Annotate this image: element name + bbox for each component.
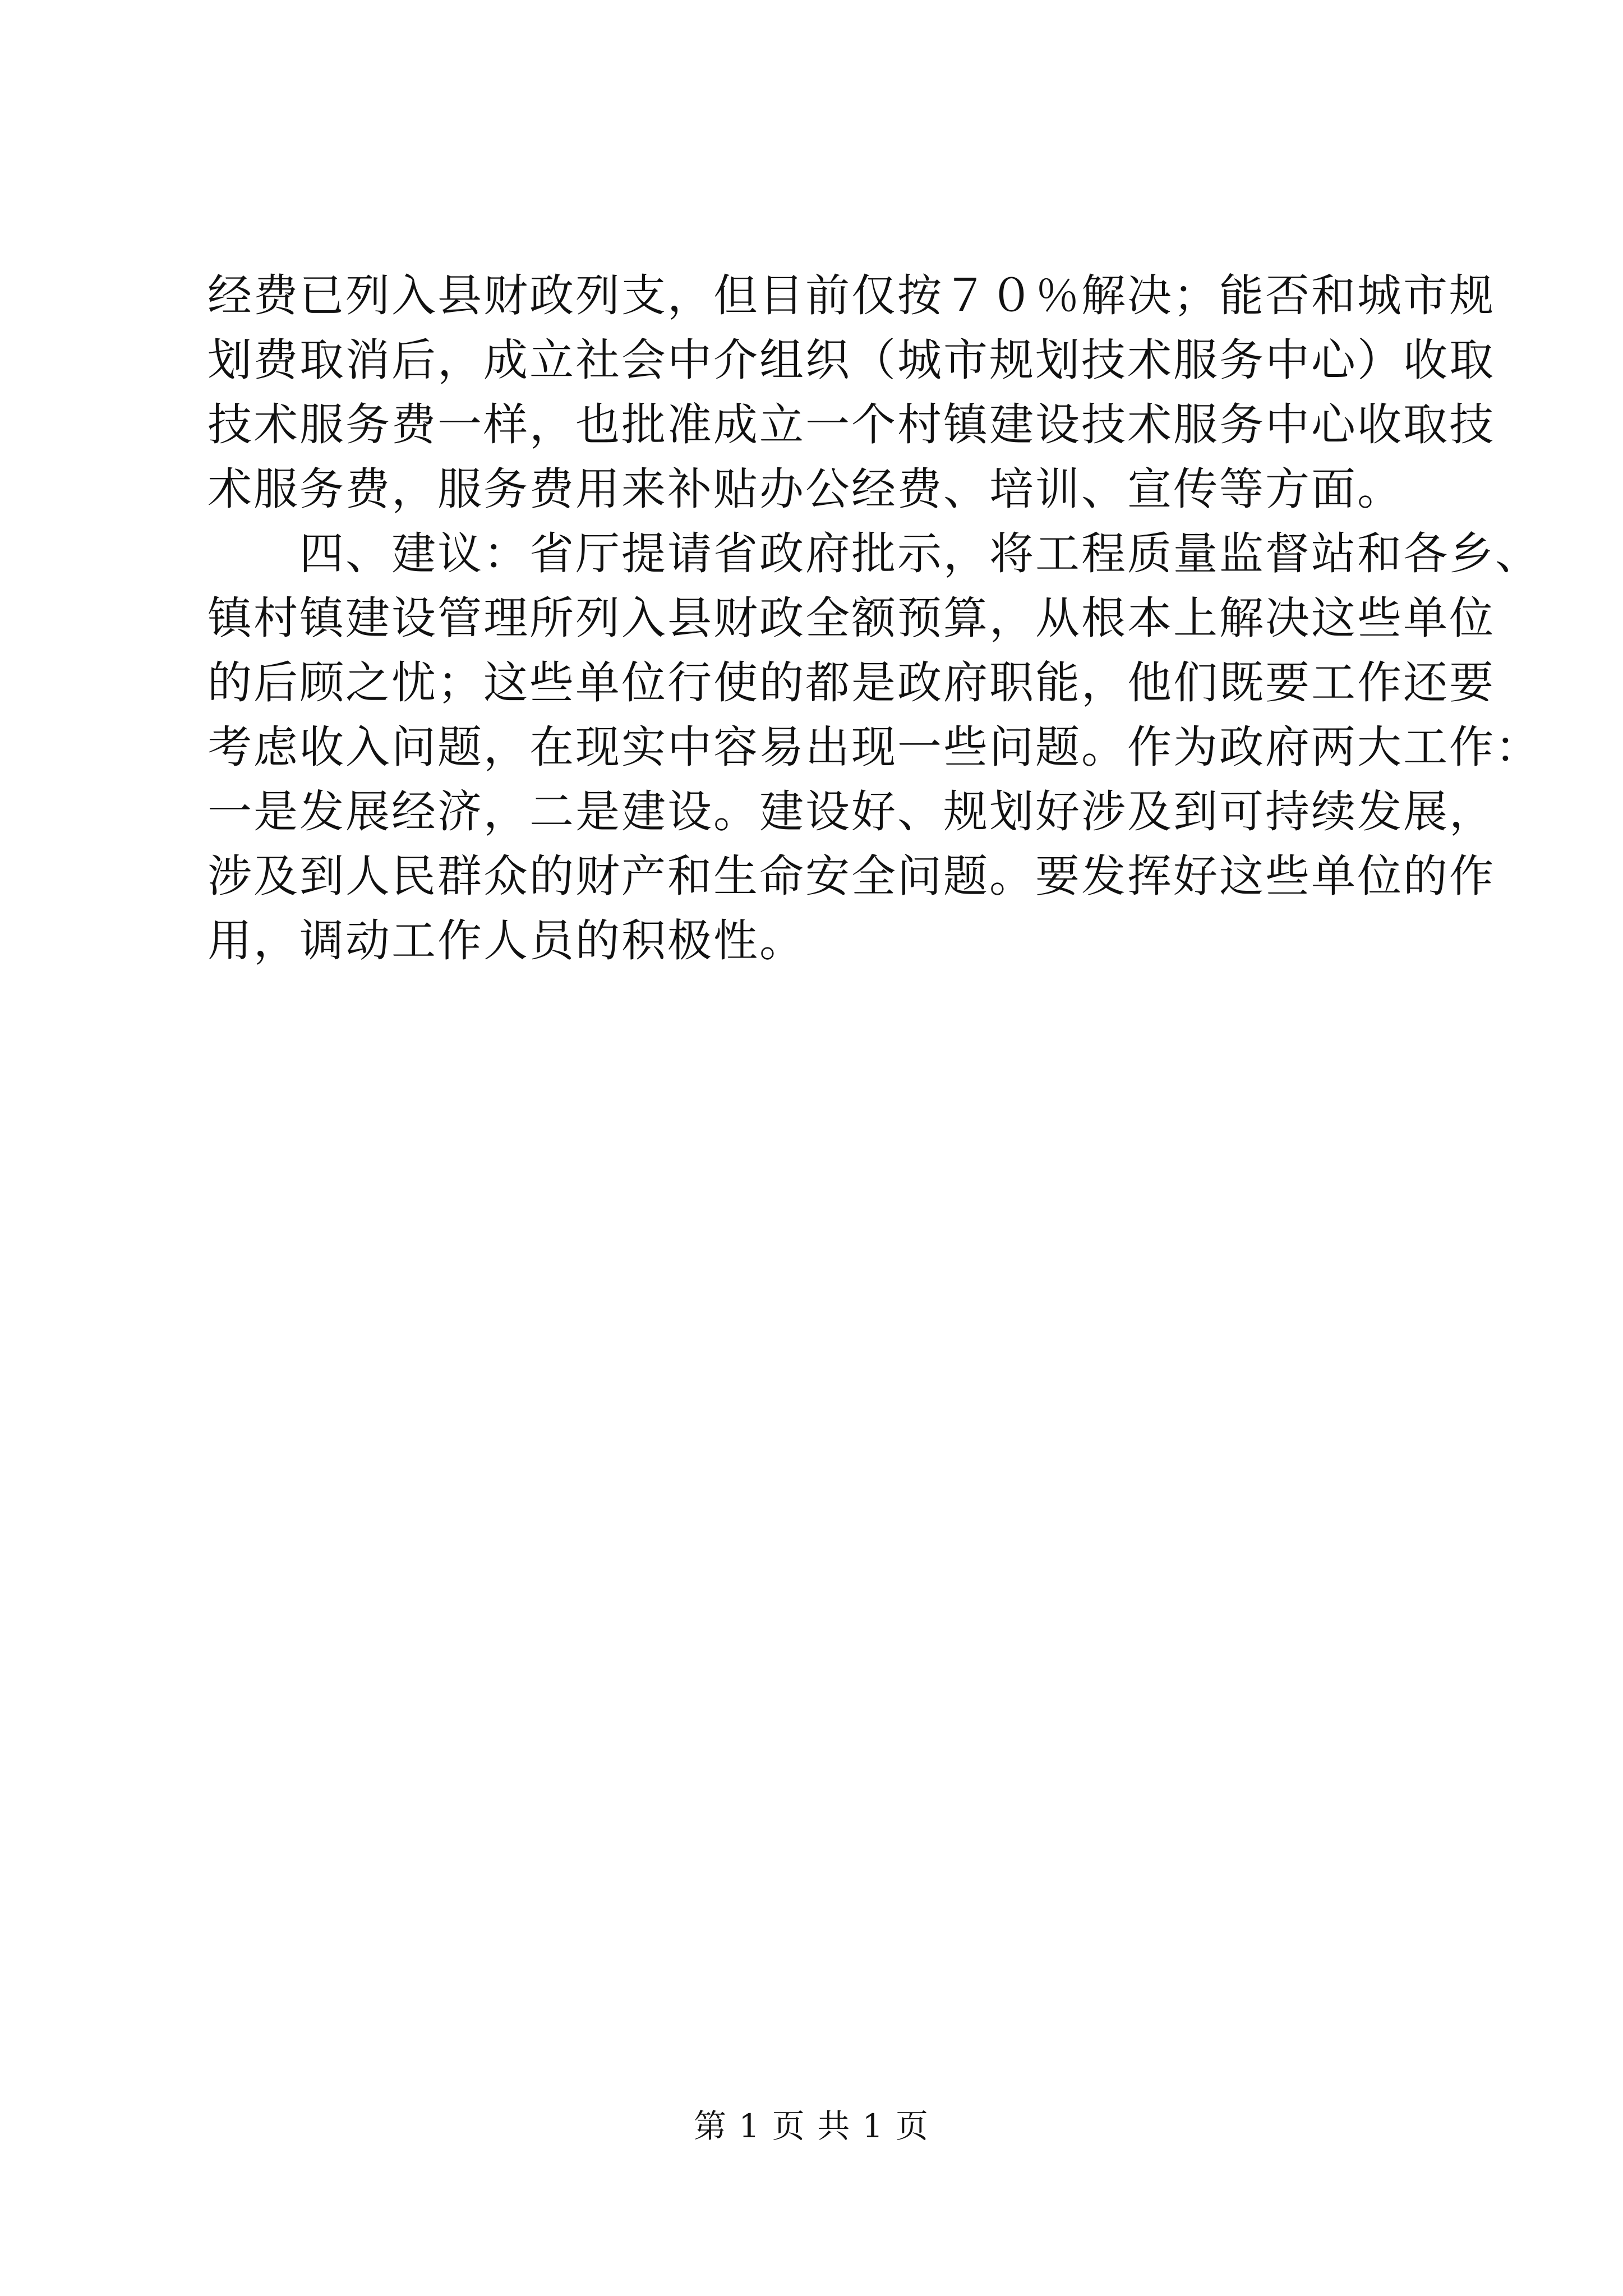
text-line: 涉及到人民群众的财产和生命安全问题。要发挥好这些单位的作 xyxy=(208,850,1495,902)
text-line: 用，调动工作人员的积极性。 xyxy=(208,915,805,967)
text-line: 考虑收入问题，在现实中容易出现一些问题。作为政府两大工作： xyxy=(208,721,1541,773)
text-line: 镇村镇建设管理所列入县财政全额预算，从根本上解决这些单位 xyxy=(208,592,1495,644)
text-line: 一是发展经济，二是建设。建设好、规划好涉及到可持续发展， xyxy=(208,786,1495,838)
page-number-footer: 第 1 页 共 1 页 xyxy=(694,2107,929,2145)
text-line: 划费取消后，成立社会中介组织（城市规划技术服务中心）收取 xyxy=(208,334,1495,386)
text-line: 经费已列入县财政列支，但目前仅按７０％解决；能否和城市规 xyxy=(208,270,1495,321)
text-line: 术服务费，服务费用来补贴办公经费、培训、宣传等方面。 xyxy=(208,463,1403,515)
paragraph-funding xyxy=(208,264,1495,522)
document-body xyxy=(208,264,1541,973)
text-line: 技术服务费一样，也批准成立一个村镇建设技术服务中心收取技 xyxy=(208,399,1495,450)
paragraph-suggestion xyxy=(208,522,1541,973)
text-line: 的后顾之忧；这些单位行使的都是政府职能，他们既要工作还要 xyxy=(208,657,1495,708)
text-line: 四、建议：省厅提请省政府批示，将工程质量监督站和各乡、 xyxy=(208,528,1541,579)
